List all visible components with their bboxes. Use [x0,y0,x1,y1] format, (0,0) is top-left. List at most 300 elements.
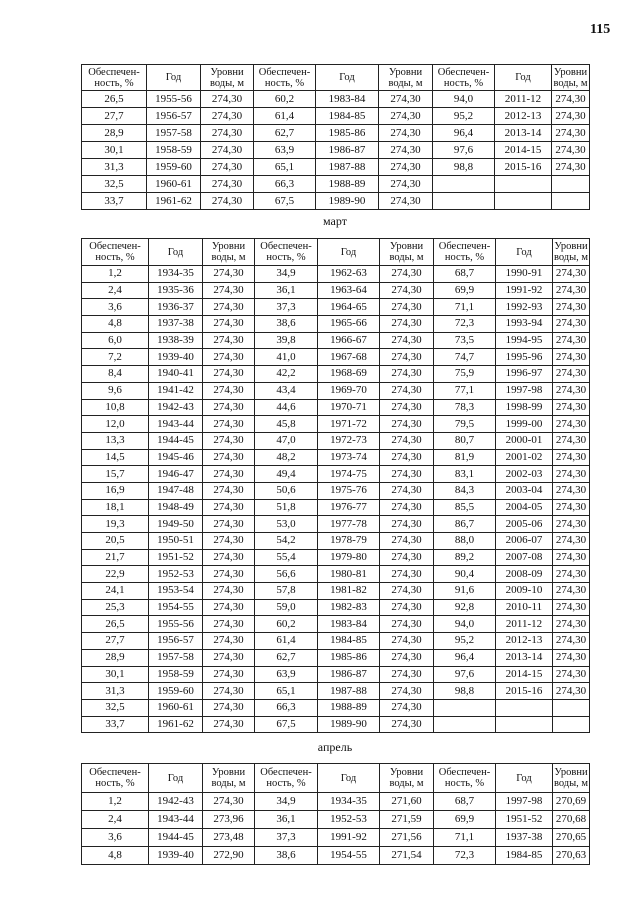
table-cell: 274,30 [553,416,590,433]
table-row [82,266,590,283]
table-cell: 274,30 [379,193,433,210]
table-cell: 274,30 [553,299,590,316]
table-cell: 25,3 [82,599,149,616]
table-row [82,176,590,193]
table-cell: 2001-02 [496,449,553,466]
table-cell: 34,9 [255,266,318,283]
table-cell: 272,90 [203,847,255,865]
table-cell: 274,30 [380,299,434,316]
table-cell: 274,30 [380,399,434,416]
table-cell: 274,30 [553,316,590,333]
table-cell: 42,2 [255,366,318,383]
table-cell: 90,4 [434,566,496,583]
table-cell: 274,30 [553,666,590,683]
table-cell: 1944-45 [149,829,203,847]
table-cell: 274,30 [553,399,590,416]
table-cell: 88,0 [434,533,496,550]
table-cell: 274,30 [380,649,434,666]
table-cell: 2003-04 [496,482,553,499]
table-cell: 274,30 [203,599,255,616]
table-cell: 69,9 [434,811,496,829]
table-cell: 274,30 [201,176,254,193]
table-cell: 1,2 [82,793,149,811]
table-cell: 2010-11 [496,599,553,616]
table-cell: 2013-14 [496,649,553,666]
table-cell: 53,0 [255,516,318,533]
table-cell: 94,0 [434,616,496,633]
table-cell: 1984-85 [318,633,380,650]
table-cell: 274,30 [553,282,590,299]
table-cell: 1999-00 [496,416,553,433]
column-header: Уровни воды, м [553,239,590,266]
table-cell: 274,30 [203,533,255,550]
table-cell: 1997-98 [496,382,553,399]
column-header: Уровни воды, м [553,66,588,89]
table-cell: 79,5 [434,416,496,433]
table-cell: 55,4 [255,549,318,566]
table-cell: 274,30 [380,549,434,566]
table-cell: 1992-93 [496,299,553,316]
table-cell: 1957-58 [149,649,203,666]
table-cell: 274,30 [379,176,433,193]
table-cell: 1959-60 [149,683,203,700]
table-cell: 1987-88 [316,159,379,176]
table-cell: 95,2 [434,633,496,650]
column-header: Год [149,764,203,793]
table-cell: 274,30 [553,516,590,533]
table-cell: 26,5 [82,91,147,108]
table-cell: 274,30 [553,482,590,499]
table-cell: 1948-49 [149,499,203,516]
table-cell: 85,5 [434,499,496,516]
table-cell: 274,30 [553,432,590,449]
table-cell: 30,1 [82,142,147,159]
table-cell: 1965-66 [318,316,380,333]
table-cell: 2,4 [82,282,149,299]
table-cell [495,176,552,193]
table-cell: 2005-06 [496,516,553,533]
table-cell: 73,5 [434,332,496,349]
column-header: Уровни воды, м [380,239,434,266]
table-cell: 274,30 [203,349,255,366]
table-cell: 270,69 [553,793,590,811]
column-header: Обеспечен-ность, % [434,764,496,793]
table-cell: 274,30 [379,142,433,159]
table-cell: 1989-90 [316,193,379,210]
table-cell: 74,7 [434,349,496,366]
table-cell: 274,30 [203,316,255,333]
table-cell: 89,2 [434,549,496,566]
table-cell: 1969-70 [318,382,380,399]
table-header [82,764,590,793]
table-row [82,583,590,600]
table-cell: 1982-83 [318,599,380,616]
table-cell: 274,30 [553,266,590,283]
table-cell: 274,30 [553,633,590,650]
table-cell: 274,30 [380,266,434,283]
column-header: Обеспечен-ность, % [254,65,316,91]
table-cell: 1951-52 [496,811,553,829]
table-cell: 1973-74 [318,449,380,466]
table-cell: 61,4 [254,108,316,125]
table-cell: 1943-44 [149,416,203,433]
table-cell: 51,8 [255,499,318,516]
table-cell: 1997-98 [496,793,553,811]
table-cell: 2,4 [82,811,149,829]
table-cell: 274,30 [203,332,255,349]
table-cell: 274,30 [380,482,434,499]
column-header: Уровни воды, м [203,239,255,266]
table-row [82,432,590,449]
table-cell: 274,30 [553,533,590,550]
table-cell: 3,6 [82,829,149,847]
table-cell: 18,1 [82,499,149,516]
table-cell: 48,2 [255,449,318,466]
table-cell: 28,9 [82,125,147,142]
table-cell: 1944-45 [149,432,203,449]
table-cell: 270,68 [553,811,590,829]
table-cell: 1971-72 [318,416,380,433]
table-cell: 60,2 [254,91,316,108]
table-cell: 57,8 [255,583,318,600]
table-cell: 1962-63 [318,266,380,283]
table-cell: 1967-68 [318,349,380,366]
table-cell: 50,6 [255,482,318,499]
table-cell: 1983-84 [318,616,380,633]
table-cell: 274,30 [203,649,255,666]
table-cell: 22,9 [82,566,149,583]
table-cell: 1954-55 [149,599,203,616]
table-cell: 62,7 [255,649,318,666]
table-header [82,65,590,91]
table-cell: 274,30 [203,516,255,533]
table-cell: 61,4 [255,633,318,650]
table-cell: 32,5 [82,176,147,193]
table-cell: 77,1 [434,382,496,399]
table-cell: 274,30 [203,382,255,399]
table-row [82,793,590,811]
table-cell: 274,30 [553,583,590,600]
table-cell: 65,1 [255,683,318,700]
table-cell: 274,30 [203,633,255,650]
column-header: Год [495,65,552,91]
table-cell: 1984-85 [316,108,379,125]
table-cell [433,176,495,193]
table-row [82,566,590,583]
table-cell: 78,3 [434,399,496,416]
table-cell: 69,9 [434,282,496,299]
table-cell: 274,30 [380,499,434,516]
table-cell: 96,4 [433,125,495,142]
table-cell: 271,59 [380,811,434,829]
table-cell: 274,30 [203,432,255,449]
table-cell: 60,2 [255,616,318,633]
table-cell: 1961-62 [149,716,203,733]
table-cell: 274,30 [552,91,590,108]
column-header: Обеспечен-ность, % [82,764,149,793]
table-cell: 274,30 [203,466,255,483]
table-cell: 274,30 [552,108,590,125]
table-cell: 97,6 [434,666,496,683]
table-cell: 274,30 [553,499,590,516]
header-row [82,65,590,91]
table-cell: 274,30 [552,125,590,142]
table-cell: 38,6 [255,847,318,865]
table-cell: 68,7 [434,266,496,283]
table-cell: 98,8 [434,683,496,700]
table-cell: 68,7 [434,793,496,811]
table-cell: 1983-84 [316,91,379,108]
table-cell: 43,4 [255,382,318,399]
table-cell: 1937-38 [496,829,553,847]
table-cell: 2015-16 [495,159,552,176]
column-header: Уровни воды, м [379,65,433,91]
table-cell: 34,9 [255,793,318,811]
table-cell: 274,30 [553,449,590,466]
table-cell: 80,7 [434,432,496,449]
table-cell: 274,30 [553,616,590,633]
table-cell: 274,30 [380,633,434,650]
column-header: Обеспечен-ность, % [433,65,495,91]
table-cell: 1,2 [82,266,149,283]
table-cell: 98,8 [433,159,495,176]
table-cell: 1978-79 [318,533,380,550]
table-cell: 1989-90 [318,716,380,733]
table-row [82,466,590,483]
table-cell: 274,30 [203,449,255,466]
table-row [82,399,590,416]
table-cell: 271,60 [380,793,434,811]
table-cell: 49,4 [255,466,318,483]
table-cell: 1970-71 [318,399,380,416]
table-cell: 91,6 [434,583,496,600]
table-cell: 1976-77 [318,499,380,516]
table-cell: 1963-64 [318,282,380,299]
table-cell: 1959-60 [147,159,201,176]
table-cell: 274,30 [553,349,590,366]
table-cell: 4,8 [82,847,149,865]
table-cell: 270,63 [553,847,590,865]
table-cell [434,699,496,716]
column-header: Уровни воды, м [203,764,255,793]
table-cell: 274,30 [203,716,255,733]
table-cell: 2002-03 [496,466,553,483]
table-cell: 274,30 [201,142,254,159]
table-cell: 274,30 [201,91,254,108]
table-cell: 1945-46 [149,449,203,466]
table-row [82,599,590,616]
table-cell: 274,30 [380,716,434,733]
table-cell: 274,30 [380,366,434,383]
water-level-table-continued [81,64,590,210]
table-cell: 274,30 [553,599,590,616]
table-cell: 37,3 [255,299,318,316]
table-cell: 21,7 [82,549,149,566]
water-level-table-march [81,238,590,733]
table-cell: 24,1 [82,583,149,600]
table-cell: 45,8 [255,416,318,433]
table-cell: 63,9 [254,142,316,159]
table-cell: 27,7 [82,633,149,650]
column-header: Обеспечен-ность, % [255,764,318,793]
column-header: Обеспечен-ность, % [82,65,147,91]
table-cell: 1961-62 [147,193,201,210]
table-row [82,332,590,349]
table-cell: 1990-91 [496,266,553,283]
table-row [82,533,590,550]
table-cell: 274,30 [379,108,433,125]
table-cell: 274,30 [203,566,255,583]
table-cell: 1960-61 [149,699,203,716]
table-cell: 274,30 [380,533,434,550]
table-cell: 1937-38 [149,316,203,333]
table-cell: 274,30 [380,349,434,366]
table-cell: 4,8 [82,316,149,333]
table-cell: 32,5 [82,699,149,716]
table-cell: 274,30 [203,416,255,433]
table-cell: 37,3 [255,829,318,847]
table-cell: 67,5 [254,193,316,210]
table-cell: 2004-05 [496,499,553,516]
table-cell: 1951-52 [149,549,203,566]
header-row [82,239,590,266]
table-cell: 1964-65 [318,299,380,316]
table-row [82,193,590,210]
table-cell: 3,6 [82,299,149,316]
table-cell: 30,1 [82,666,149,683]
table-cell: 1986-87 [318,666,380,683]
table-cell: 1958-59 [149,666,203,683]
table-row [82,366,590,383]
table-cell: 274,30 [552,142,590,159]
table-cell: 1979-80 [318,549,380,566]
column-header: Год [147,65,201,91]
table-cell: 274,30 [380,282,434,299]
table-body [82,91,590,210]
table-cell: 2014-15 [495,142,552,159]
table-cell: 19,3 [82,516,149,533]
table-cell: 38,6 [255,316,318,333]
table-cell: 274,30 [379,125,433,142]
table-cell: 2012-13 [495,108,552,125]
table-cell: 274,30 [380,466,434,483]
table-cell: 62,7 [254,125,316,142]
table-cell: 36,1 [255,811,318,829]
table-cell: 274,30 [380,616,434,633]
table-cell: 66,3 [254,176,316,193]
table-cell: 274,30 [552,159,590,176]
table-cell: 1988-89 [316,176,379,193]
table-cell: 274,30 [380,683,434,700]
column-header: Год [496,239,553,266]
table-cell: 1954-55 [318,847,380,865]
column-header: Обеспечен-ность, % [434,239,496,266]
table-cell: 274,30 [380,516,434,533]
table-cell: 72,3 [434,316,496,333]
table-cell: 1977-78 [318,516,380,533]
table-row [82,499,590,516]
table-cell: 1993-94 [496,316,553,333]
table-cell [552,193,590,210]
table-cell: 274,30 [203,616,255,633]
table-cell: 1988-89 [318,699,380,716]
table-cell: 33,7 [82,716,149,733]
table-cell: 274,30 [203,666,255,683]
table-cell: 274,30 [553,566,590,583]
table-cell: 14,5 [82,449,149,466]
table-cell: 274,30 [553,549,590,566]
table-cell: 274,30 [203,482,255,499]
table-cell: 274,30 [553,649,590,666]
table-cell: 1996-97 [496,366,553,383]
table-cell: 274,30 [553,683,590,700]
header-row [82,764,590,793]
water-level-table-april [81,763,590,865]
table-cell: 274,30 [380,566,434,583]
table-cell [495,193,552,210]
table-cell: 274,30 [201,159,254,176]
table-cell: 1960-61 [147,176,201,193]
table-row [82,683,590,700]
table-cell: 274,30 [380,382,434,399]
table-row [82,633,590,650]
table-cell: 1946-47 [149,466,203,483]
table-cell: 31,3 [82,159,147,176]
table-cell: 1943-44 [149,811,203,829]
table-cell [553,699,590,716]
table-row [82,299,590,316]
table-cell: 33,7 [82,193,147,210]
table-cell: 1934-35 [149,266,203,283]
table-row [82,699,590,716]
table-cell: 27,7 [82,108,147,125]
table-cell: 274,30 [380,416,434,433]
table-cell: 36,1 [255,282,318,299]
table-cell: 1949-50 [149,516,203,533]
table-cell [496,716,553,733]
table-cell: 63,9 [255,666,318,683]
table-cell: 274,30 [380,432,434,449]
table-body [82,266,590,733]
table-cell: 1985-86 [318,649,380,666]
table-cell: 92,8 [434,599,496,616]
table-row [82,666,590,683]
table-cell: 2008-09 [496,566,553,583]
table-cell: 81,9 [434,449,496,466]
table-cell: 1984-85 [496,847,553,865]
table-cell: 1940-41 [149,366,203,383]
table-cell: 270,65 [553,829,590,847]
table-cell: 2012-13 [496,633,553,650]
table-cell: 1952-53 [149,566,203,583]
table-cell: 2013-14 [495,125,552,142]
table-row [82,649,590,666]
table-cell: 274,30 [380,699,434,716]
table-cell: 1942-43 [149,793,203,811]
table-cell: 59,0 [255,599,318,616]
table-cell: 1958-59 [147,142,201,159]
table-cell: 2000-01 [496,432,553,449]
table-cell: 1941-42 [149,382,203,399]
table-cell: 7,2 [82,349,149,366]
table-cell: 274,30 [203,683,255,700]
table-cell: 1956-57 [149,633,203,650]
table-cell: 1953-54 [149,583,203,600]
table-cell: 1935-36 [149,282,203,299]
table-cell: 274,30 [553,332,590,349]
table-cell: 1998-99 [496,399,553,416]
table-cell: 273,96 [203,811,255,829]
